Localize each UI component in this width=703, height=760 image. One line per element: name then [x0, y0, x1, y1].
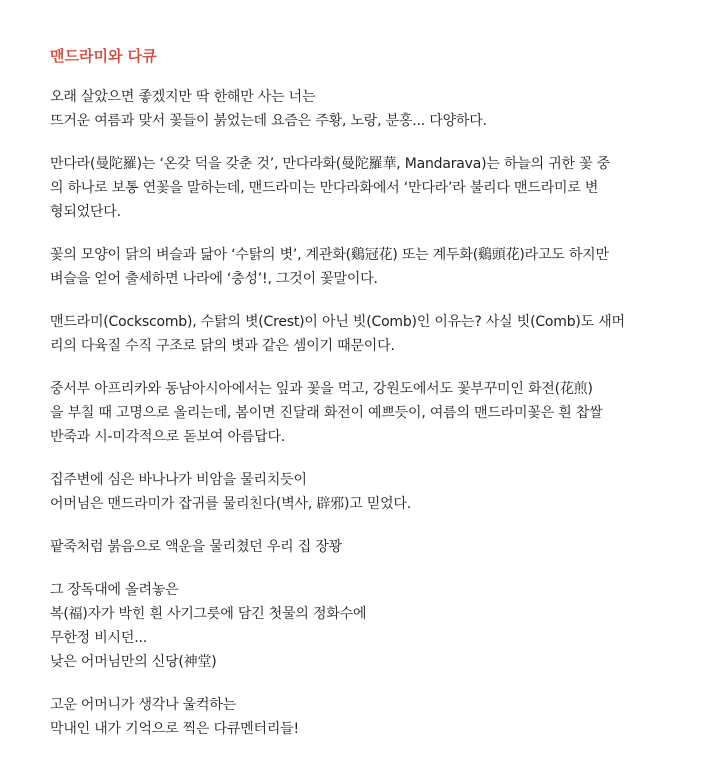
paragraph — [50, 85, 670, 133]
article — [50, 45, 670, 760]
text-line: 맨드라미(Cockscomb), 수탉의 볏(Crest)이 아닌 빗(Comb)인 이유는? 사실 빗(Comb)도 새머 — [50, 314, 625, 330]
paragraph — [50, 310, 670, 358]
paragraph — [50, 152, 670, 224]
text-line: 을 부칠 때 고명으로 올리는데, 봄이면 진달래 화전이 예쁘듯이, 여름의 맨드라미꽃은 흰 찹쌀 — [50, 405, 603, 421]
text-line: 집주변에 심은 바나나가 비암을 물리치듯이 — [50, 472, 307, 488]
text-line: 복(福)자가 박힌 흰 사기그릇에 담긴 첫물의 정화수에 — [50, 606, 367, 622]
text-line: 만다라(曼陀羅)는 ‘온갖 덕을 갖춘 것’, 만다라화(曼陀羅華, Mandarava)는 하늘의 귀한 꽃 중 — [50, 156, 610, 172]
text-line: 그 장독대에 올려놓은 — [50, 582, 179, 598]
text-line: 벼슬을 얻어 출세하면 나라에 ‘충성’!, 그것이 꽃말이다. — [50, 271, 378, 287]
paragraph — [50, 693, 670, 741]
text-line: 반죽과 시-미각적으로 돋보여 아름답다. — [50, 429, 286, 445]
paragraph — [50, 535, 670, 559]
text-line: 고운 어머니가 생각나 울컥하는 — [50, 697, 236, 713]
paragraph — [50, 468, 670, 516]
paragraph — [50, 243, 670, 291]
text-line: 무한정 비시던... — [50, 630, 147, 646]
text-line: 막내인 내가 기억으로 찍은 다큐멘터리들! — [50, 721, 299, 737]
article-title: 맨드라미와 다큐 — [50, 47, 157, 65]
text-line: 리의 다육질 수직 구조로 닭의 볏과 같은 셈이기 때문이다. — [50, 338, 395, 354]
text-line: 형되었단다. — [50, 204, 121, 220]
text-line: 꽃의 모양이 닭의 벼슬과 닮아 ‘수탉의 볏’, 계관화(鷄冠花) 또는 계두화(鷄頭花)라고도 하지만 — [50, 247, 609, 263]
paragraph — [50, 377, 670, 449]
text-line: 팥죽처럼 붉음으로 액운을 물리쳤던 우리 집 장꽝 — [50, 539, 342, 555]
text-line: 뜨거운 여름과 맞서 꽃들이 붉었는데 요즘은 주황, 노랑, 분홍... 다양하다. — [50, 113, 487, 129]
text-line: 어머님은 맨드라미가 잡귀를 물리친다(벽사, 辟邪)고 믿었다. — [50, 496, 412, 512]
text-line: 오래 살았으면 좋겠지만 딱 한해만 사는 너는 — [50, 89, 316, 105]
text-line: 중서부 아프리카와 동남아시아에서는 잎과 꽃을 먹고, 강원도에서도 꽃부꾸미인 화전(花煎) — [50, 381, 593, 397]
text-line: 낮은 어머님만의 신당(神堂) — [50, 654, 217, 670]
paragraph — [50, 578, 670, 674]
text-line: 의 하나로 보통 연꽃을 말하는데, 맨드라미는 만다라화에서 ‘만다라’라 불리다 맨드라미로 변 — [50, 180, 599, 196]
